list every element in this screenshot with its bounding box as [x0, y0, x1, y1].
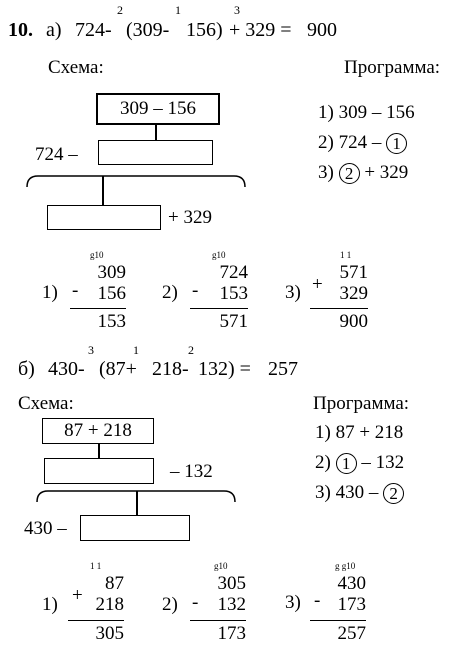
calc-result: 571: [219, 311, 248, 332]
calc-column: [190, 573, 246, 615]
carry-mark: g10: [90, 250, 104, 260]
calc-bottom: 132: [217, 594, 246, 615]
calc-column: [310, 573, 366, 615]
circled-step-ref: 1: [336, 453, 357, 474]
calc-top: 430: [337, 573, 366, 594]
calc-bottom: 156: [97, 283, 126, 304]
calc-top: 571: [339, 262, 368, 283]
connector-line: [136, 491, 138, 516]
connector-line: [155, 124, 157, 140]
calc-result: 257: [337, 623, 366, 644]
expr-a-order-mark: 1: [175, 3, 181, 17]
expr-b-order-mark: 2: [188, 343, 194, 357]
carry-mark: g10: [212, 250, 226, 260]
calc-sign: -: [314, 590, 321, 611]
calc-top: 305: [217, 573, 246, 594]
calc-bottom: 218: [95, 594, 124, 615]
calc-sign: -: [72, 280, 79, 301]
expr-a-term2: (309-: [126, 19, 170, 41]
expr-b-term2: (87+: [99, 358, 137, 380]
carry-mark: g g10: [335, 561, 356, 571]
calc-line: [190, 620, 246, 621]
calc-column: [68, 573, 124, 615]
part-b-letter: б): [18, 358, 35, 380]
brace: [26, 175, 246, 189]
program-step: [315, 453, 404, 474]
expr-a-term4: + 329 =: [229, 19, 292, 41]
calc-line: [190, 308, 248, 309]
scheme-empty-box: [80, 515, 190, 541]
calc-result: 173: [217, 623, 246, 644]
calc-label: 2): [162, 594, 178, 615]
program-label: Программа:: [313, 393, 410, 414]
step-text: 309 – 156: [338, 102, 415, 123]
task-number: 10.: [8, 19, 33, 41]
scheme-prefix: 724 –: [35, 144, 78, 165]
calc-label: 3): [285, 282, 301, 303]
circled-step-ref: 1: [386, 133, 407, 154]
calc-result: 305: [95, 623, 124, 644]
calc-column: [310, 262, 368, 304]
step-number: 3): [318, 162, 334, 183]
calc-top: 309: [97, 262, 126, 283]
scheme-suffix: + 329: [168, 207, 212, 228]
calc-column: [70, 262, 126, 304]
calc-line: [310, 620, 366, 621]
calc-column: [190, 262, 248, 304]
program-step: [315, 423, 403, 442]
calc-bottom: 153: [219, 283, 248, 304]
calc-top: 724: [219, 262, 248, 283]
step-number: 1): [315, 422, 331, 443]
calc-label: 1): [42, 282, 58, 303]
calc-line: [68, 620, 124, 621]
scheme-box: [42, 418, 154, 444]
circled-step-ref: 2: [339, 163, 360, 184]
step-text: 87 + 218: [335, 422, 404, 443]
calc-result: 153: [97, 311, 126, 332]
program-step: [318, 103, 415, 122]
step-number: 2): [318, 132, 334, 153]
expr-a-order-mark: 3: [234, 3, 240, 17]
calc-sign: -: [192, 280, 199, 301]
program-step: [318, 163, 408, 184]
calc-sign: -: [192, 592, 199, 613]
expr-b-order-mark: 1: [133, 343, 139, 357]
program-step: [318, 133, 407, 154]
expr-b-order-mark: 3: [88, 343, 94, 357]
calc-line: [70, 308, 126, 309]
carry-mark: 1 1: [340, 250, 352, 260]
expr-a-order-mark: 2: [117, 3, 123, 17]
scheme-label: Схема:: [48, 57, 104, 78]
scheme-suffix: – 132: [170, 461, 213, 482]
calc-sign: +: [312, 274, 323, 295]
expr-a-term3: 156): [186, 19, 223, 41]
step-number: 2): [315, 452, 331, 473]
step-text: + 329: [364, 162, 409, 183]
calc-bottom: 173: [337, 594, 366, 615]
calc-top: 87: [105, 573, 124, 594]
calc-line: [310, 308, 368, 309]
connector-line: [98, 443, 100, 459]
step-text: – 132: [361, 452, 405, 473]
expr-a-result: 900: [307, 19, 337, 41]
scheme-box-text: 309 – 156: [120, 98, 196, 119]
scheme-empty-box: [44, 458, 154, 484]
calc-bottom: 329: [339, 283, 368, 304]
part-a-letter: а): [46, 19, 62, 41]
calc-label: 1): [42, 594, 58, 615]
carry-mark: g10: [214, 561, 228, 571]
expr-b-term3: 218-: [152, 358, 189, 380]
scheme-label: Схема:: [18, 393, 74, 414]
calc-result: 900: [339, 311, 368, 332]
expr-b-term4: 132) =: [198, 358, 251, 380]
connector-line: [102, 176, 104, 206]
expr-b-term1: 430-: [48, 358, 85, 380]
step-text: 430 –: [335, 482, 379, 503]
expr-a-term1: 724-: [75, 19, 112, 41]
scheme-empty-box: [47, 205, 161, 230]
program-step: [315, 483, 404, 504]
carry-mark: 1 1: [90, 561, 102, 571]
calc-label: 3): [285, 592, 301, 613]
calc-label: 2): [162, 282, 178, 303]
scheme-box: [96, 93, 220, 125]
scheme-box-text: 87 + 218: [64, 420, 132, 441]
circled-step-ref: 2: [383, 483, 404, 504]
program-label: Программа:: [344, 57, 441, 78]
step-number: 3): [315, 482, 331, 503]
scheme-empty-box: [98, 140, 213, 165]
calc-sign: +: [72, 585, 83, 606]
step-number: 1): [318, 102, 334, 123]
step-text: 724 –: [338, 132, 382, 153]
scheme-prefix: 430 –: [24, 518, 67, 539]
expr-b-result: 257: [268, 358, 298, 380]
